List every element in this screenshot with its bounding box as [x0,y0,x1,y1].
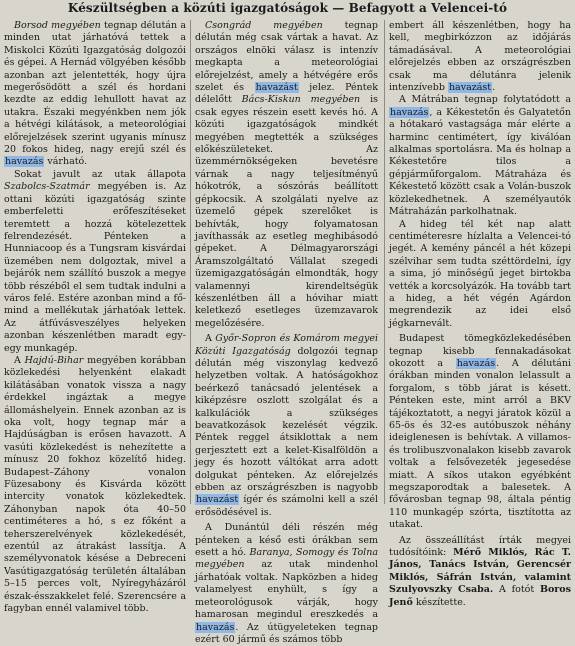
search-highlight: havazást [255,82,298,94]
paragraph-gyor-sopron: A Győr-Sopron és Komárom megyei Közúti Igazgatóság dolgozói tegnap délután még viszonylag kedvező helyzetben voltak. A hatóságokhoz beérkező tanácsadó jelentések a kiképzésre oszlott szolgálat és a kalkulációk a szükséges beavatkozások kezelését végzik. Péntek reggel átsiklottak a nem gerjesztett ezt a kelet-Kisalföldön a jegy és hozott váltókat arra adott dolgukat pénteken. Az előrejelzés ebben az országrészben is nagyobb havazást ígér és számolni kell a szél erősödésével is. [195,333,378,518]
column-divider [384,20,385,504]
paragraph-continuation: embert áll készenlétben, hogy ha kell, megbirkózzon az időjárás támadásával. A meteorológiai előrejelzés ebben az országrészben csak ma délutánra jelenik intenzívebb havazást. [389,20,571,94]
paragraph-credits: Az összeállítást írták megyei tudósítóink: Mérő Miklós, Rác T. János, Tanács István, Gerencsér Miklós, Sáfrán István, valamint Szulyovszky Csaba. A fotót Boros Jenő készítette. [389,534,571,608]
search-highlight: havazást [448,82,492,94]
paragraph-dunantul: A Dunántúl déli részén még pénteken a késő esti órákban sem esett a hó. Baranya, Somogy és Tolna megyében az utak mindenhol járhatóak voltak. Napközben a hideg valamelyest enyhült, s így a meteorológusok várják, hogy hamarosan megindul ereszkedés a havazás. Az útügyeleteken tegnap ezért 60 jármű és számos több [195,522,379,645]
paragraph-velencei-to: A hideg tél két nap alatt centiméteresre hízlalta a Velencei-tó jegét. A kemény páncél a hét közepi szélvihar sem tudta széttördelni, így a sima, jó minőségű jeget birtokba vették a korcsolyázók. Ha tovább tart a hideg, a hét végén Agárdon megrendezik az idei első jégkarnevált. [389,218,571,329]
search-highlight: havazás [5,156,44,168]
paragraph-hajdu-bihar: A Hajdú-Bihar megyében korábban közlekedési helyenként elakadt kilátásában vonatok vissza a nagy érdekkel ingáztak a megye állomáshelyein. Ennek azonban az is oka volt, hogy tegnap már a Hajdúságban is erősen havazott. A vasúti közlekedést is nehezítette a mínusz 20 fokhoz közelítő hideg. Budapest–Záhony vonalon Füzesabony és Kisvárda között intercity vonatok közlekedtek. Záhonyban napok óta 40–50 centiméteres a hó, s ez főként a teherszerelvények közlekedését, ezentúl az átrakást lassítja. A személyvonatok késése a Debreceni Vasútigazgatóság területén általában 5–15 perces volt, Nyíregyházáról észak-ésszakkelet felé. Szerencsére a fagyban ennél valamivel több. [4,354,186,615]
column-divider [190,20,191,504]
article-headline: Készültségben a közúti igazgatóságok — Befagyott a Velencei-tó [67,1,508,15]
article-column-3 [389,20,572,608]
paragraph-budapest: Budapest tömegközlekedésében tegnap kisebb fennakadásokat okozott a havazás. A délutáni órákban minden vonalon lelassult a forgalom, s több járat is késett. Pénteken este, mint arról a BKV tájékoztatott, a negyi járatok közül a 65-ös és 32-es autóbuszok néhány ideiglenesen is behívtak. A villamos- és trolibuszvonalakon kisebb zavarok voltak a felsővezeték jegesedése miatt. A síkos utakon egyébként megszaporodtak a balesetek. A fővárosban tegnap 98, általa péntig 110 munkagép szórta, tisztította az utakat. [389,333,572,531]
article-column-1 [4,20,186,615]
paragraph-borsod: Borsod megyében tegnap délután a minden utat járhatóvá tettek a Miskolci Közúti Igazgatóság dolgozói és gépei. A Hernád völgyében később azonban azt jelentették, hogy újra megerősödött a szél és hordani kezdte az eddig lehullott havat az utakra. Északi megyénkben nem jók a hétvégi kilátások, a meteorológiai előrejelzések szerint ugyanis mínusz 20 fokos hideg, nagy erejű szél és havazás várható. [4,20,186,168]
search-highlight: havazás [390,106,429,118]
article-column-2 [195,20,379,645]
paragraph-szabolcs: Sokat javult az utak állapota Szabolcs-Szatmár megyében is. Az ottani közúti igazgatóság szinte emberfeletti erőfeszítéseket teremtett a hozzá kötelezettek felrendezését. Pénteken a Hunniacoop és a Tungsram kisvárdai üzemében nem dolgoztak, mivel a bejárók nem szállító buszok a megye több részéből el sem tudtak indulni a város felé. Estére azonban mind a fő- mind a mellékutak járhatóak lettek. Az átfúvásveszélyes helyeken azonban készenlétben maradt egy-egy munkagép. [4,168,186,354]
search-highlight: havazás [196,621,235,633]
search-highlight: havazást [196,494,239,506]
paragraph-csongrad: Csongrád megyében tegnap délután még csak vártak a havat. Az országos elnöki válasz is intenzív megkapta a meteorológiai előrejelzést, amely a hétvégére erős szelet és havazást jelez. Péntek délelőtt Bács-Kiskun megyében is csak egyes részein esett kevés hó. A közúti igazgatóságok mindkét megyében megtették a szükséges előkészületeket. Az üzemmérnökségeken bevetésre várnak a nagy teljesítményű hókotrók, a sószórás beállított gépkocsik. A szolgálati nyelve az üzemelő gépek szerelőket is behívták, hogy folyamatosan javíthassák az esetleg meghibásodó gépeket. A Délmagyarországi Áramszolgáltató Vállalat szegedi üzemigazgatóságán elmondták, hogy valamennyi kirendeltségük készenlétben áll a hóvihar miatt keletkező esetleges üzemzavarok megelőzésére. [195,20,378,329]
paragraph-matra: A Mátrában tegnap folytatódott a havazás, a Kékestetőn és Galyatetőn a hótakaró vastagsága már elérte a harminc centimétert, így kiválóan alkalmas sportolásra. Ma és holnap a Kékestetőre tilos a gépjárműforgalom. Mátraháza és Kékestető között csak a Volán-buszok közlekedhetnek. A személyautók Mátraházán parkolhatnak. [389,94,571,218]
search-highlight: havazás [456,357,496,369]
